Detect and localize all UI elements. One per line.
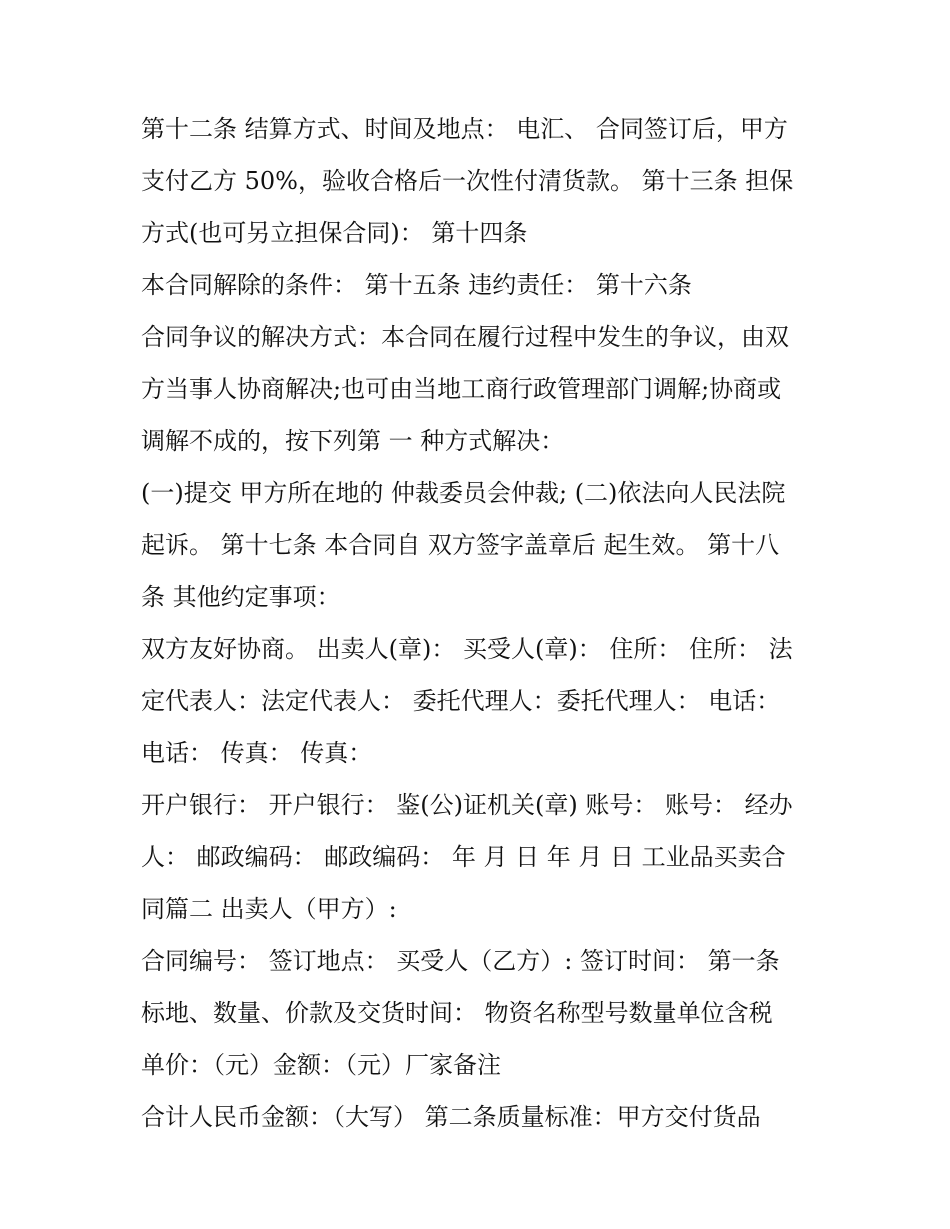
text-line: 同篇二 出卖人（甲方）: [141, 895, 397, 923]
text-line: 电话： 传真： 传真： [141, 739, 373, 767]
text-line: 人： 邮政编码： 邮政编码： 年 月 日 年 月 日 工业品买卖合 [141, 843, 786, 871]
text-line: 方式(也可另立担保合同)： 第十四条 [141, 219, 528, 247]
text-line: 支付乙方 50%，验收合格后一次性付清货款。 第十三条 担保 [141, 167, 794, 195]
text-line: 条 其他约定事项： [141, 583, 341, 611]
text-line: 合同争议的解决方式：本合同在履行过程中发生的争议，由双 [141, 323, 789, 351]
text-line: 起诉。 第十七条 本合同自 双方签字盖章后 起生效。 第十八 [141, 531, 780, 559]
document-body [141, 107, 821, 1147]
text-line: 开户银行： 开户银行： 鉴(公)证机关(章) 账号： 账号： 经办 [141, 791, 793, 819]
text-line: 双方友好协商。 出卖人(章)： 买受人(章)： 住所： 住所： 法 [141, 635, 793, 663]
text-line: 定代表人：法定代表人： 委托代理人：委托代理人： 电话： [141, 687, 781, 715]
text-line: 合计人民币金额：（大写） 第二条质量标准：甲方交付货品 [141, 1103, 761, 1131]
text-line: 第十二条 结算方式、时间及地点： 电汇、 合同签订后，甲方 [141, 115, 788, 143]
text-line: 本合同解除的条件： 第十五条 违约责任： 第十六条 [141, 271, 692, 299]
text-line: 单价：（元）金额：（元）厂家备注 [141, 1051, 501, 1079]
text-line: 标地、数量、价款及交货时间： 物资名称型号数量单位含税 [141, 999, 773, 1027]
text-line: 方当事人协商解决;也可由当地工商行政管理部门调解;协商或 [141, 375, 782, 403]
text-line: 调解不成的，按下列第 一 种方式解决： [141, 427, 565, 455]
text-line: 合同编号： 签订地点： 买受人（乙方）: 签订时间： 第一条 [141, 947, 780, 975]
text-line: (一)提交 甲方所在地的 仲裁委员会仲裁; (二)依法向人民法院 [141, 479, 786, 507]
